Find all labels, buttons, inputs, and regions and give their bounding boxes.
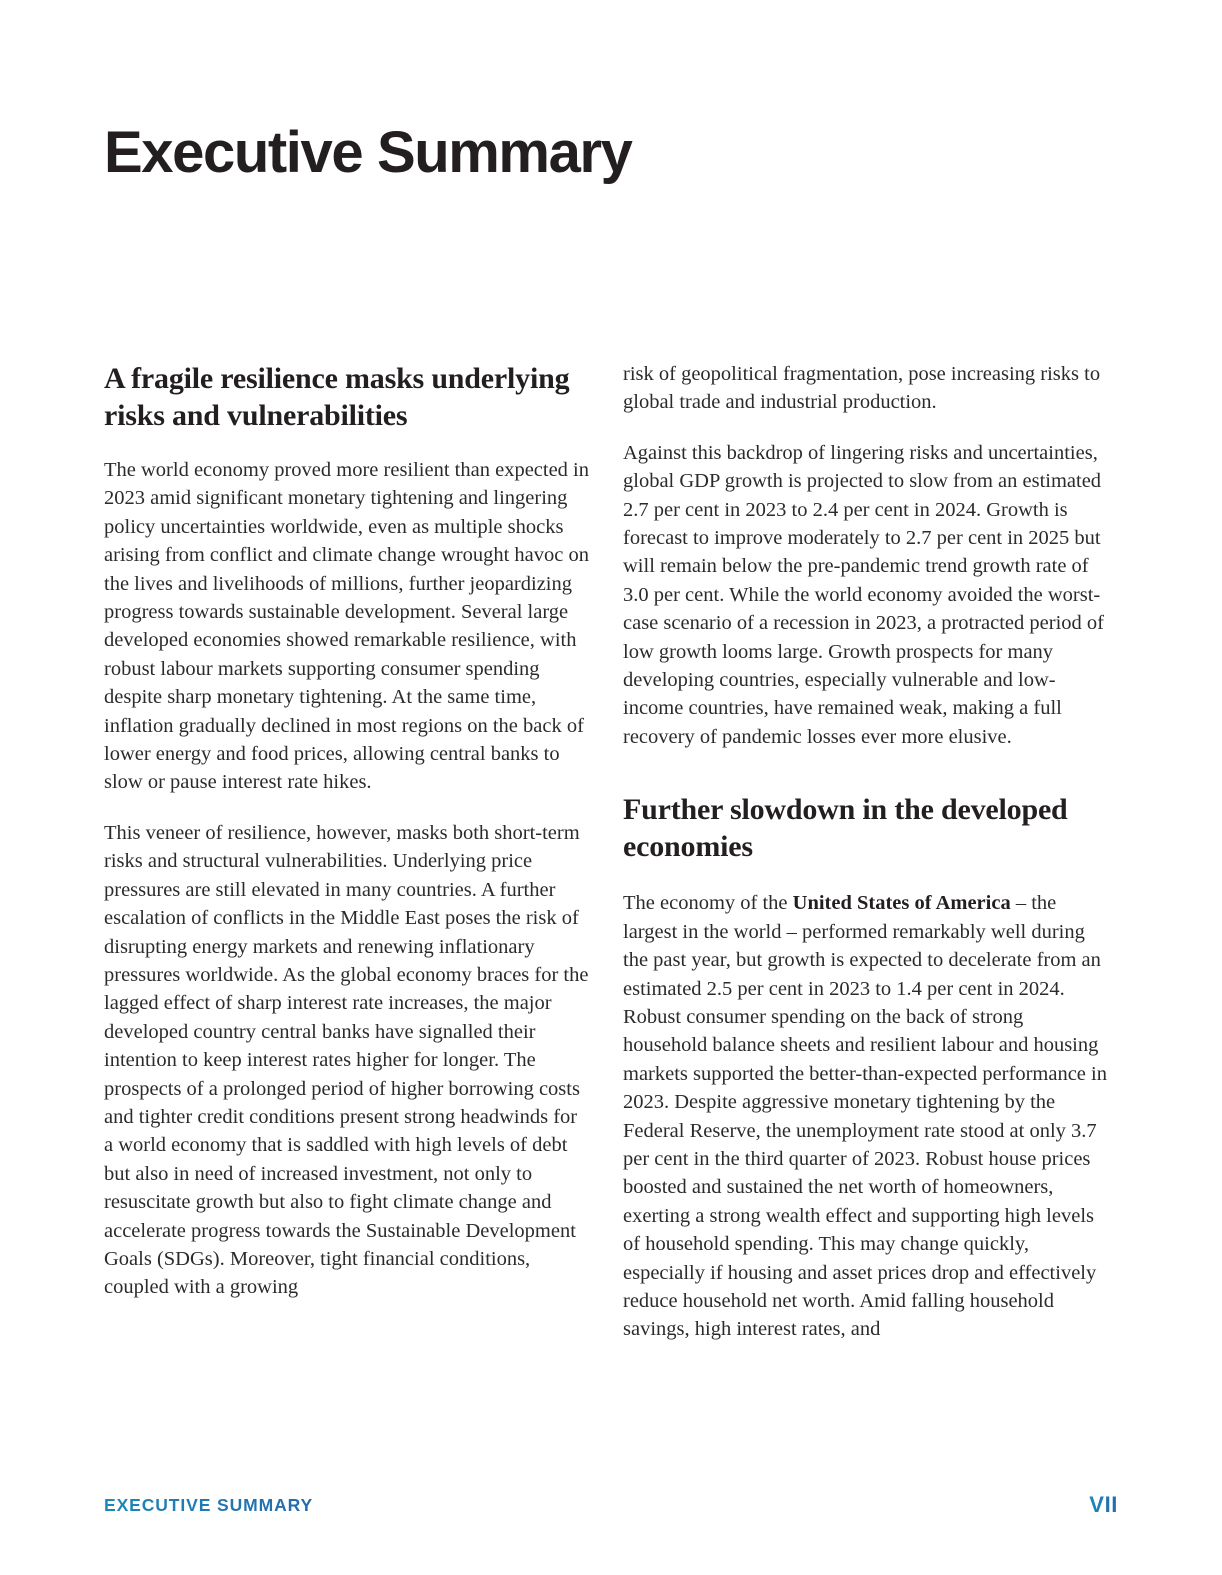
page-title: Executive Summary [104,119,632,185]
right-paragraph-2: Against this backdrop of lingering risks and uncertainties, global GDP growth is projected to slow from an estimated 2.7 per cent in 2023 to 2.4 per cent in 2024. Growth is forecast to improve moderately to 2.7 per cent in 2025 but will remain below the pre-pandemic trend growth rate of 3.0 per cent. While the world economy avoided the worst-case scenario of a recession in 2023, a protracted period of low growth looms large. Growth prospects for many developing countries, especially vulnerable and low-income countries, have remained weak, making a full recovery of pandemic losses ever more elusive. [623,441,1104,748]
right-paragraph-3-rest: – the largest in the world – performed remarkably well during the past year, but growth is expected to decelerate from an estimated 2.5 per cent in 2023 to 1.4 per cent in 2024. Robust consumer spending on the back of strong household balance sheets and resilient labour and housing markets supported the better-than-expected performance in 2023. Despite aggressive monetary tightening by the Federal Reserve, the unemployment rate stood at only 3.7 per cent in the third quarter of 2023. Robust house prices boosted and sustained the net worth of homeowners, exerting a strong wealth effect and supporting high levels of household spending. This may change quickly, especially if housing and asset prices drop and effectively reduce household net worth. Amid falling household savings, high interest rates, and [623,892,1107,1341]
page-footer [104,1490,1118,1520]
section-heading-fragile-resilience: A fragile resilience masks underlying risks and vulnerabilities [104,362,570,432]
right-paragraph-1: risk of geopolitical fragmentation, pose increasing risks to global trade and industrial production. [623,363,1101,414]
right-paragraph-3 [623,889,1110,1344]
two-column-body [104,360,1110,1440]
country-emphasis-united-states: United States of America [792,892,1011,915]
right-paragraph-3-lead: The economy of the [623,892,793,915]
right-column [623,360,1110,1440]
footer-section-label: EXECUTIVE SUMMARY [104,1494,314,1515]
footer-page-number: VII [1089,1492,1118,1517]
left-paragraph-1: The world economy proved more resilient than expected in 2023 amid significant monetary tightening and lingering policy uncertainties worldwide, even as multiple shocks arising from conflict and climate change wrought havoc on the lives and livelihoods of millions, further jeopardizing progress towards sustainable development. Several large developed economies showed remarkable resilience, with robust labour markets supporting consumer spending despite sharp monetary tightening. At the same time, inflation gradually declined in most regions on the back of lower energy and food prices, allowing central banks to slow or pause interest rate hikes. [104,459,590,794]
left-paragraph-2: This veneer of resilience, however, masks both short-term risks and structural vulnerabilities. Underlying price pressures are still elevated in many countries. A further escalation of conflicts in the Middle East poses the risk of disrupting energy markets and renewing inflationary pressures worldwide. As the global economy braces for the lagged effect of sharp interest rate increases, the major developed country central banks have signalled their intention to keep interest rates higher for longer. The prospects of a prolonged period of higher borrowing costs and tighter credit conditions present strong headwinds for a world economy that is saddled with high levels of debt but also in need of increased investment, not only to resuscitate growth but also to fight climate change and accelerate progress towards the Sustainable Development Goals (SDGs). Moreover, tight financial conditions, coupled with a growing [104,821,589,1299]
section-heading-further-slowdown: Further slowdown in the developed economies [623,793,1068,864]
left-column [104,360,591,1440]
